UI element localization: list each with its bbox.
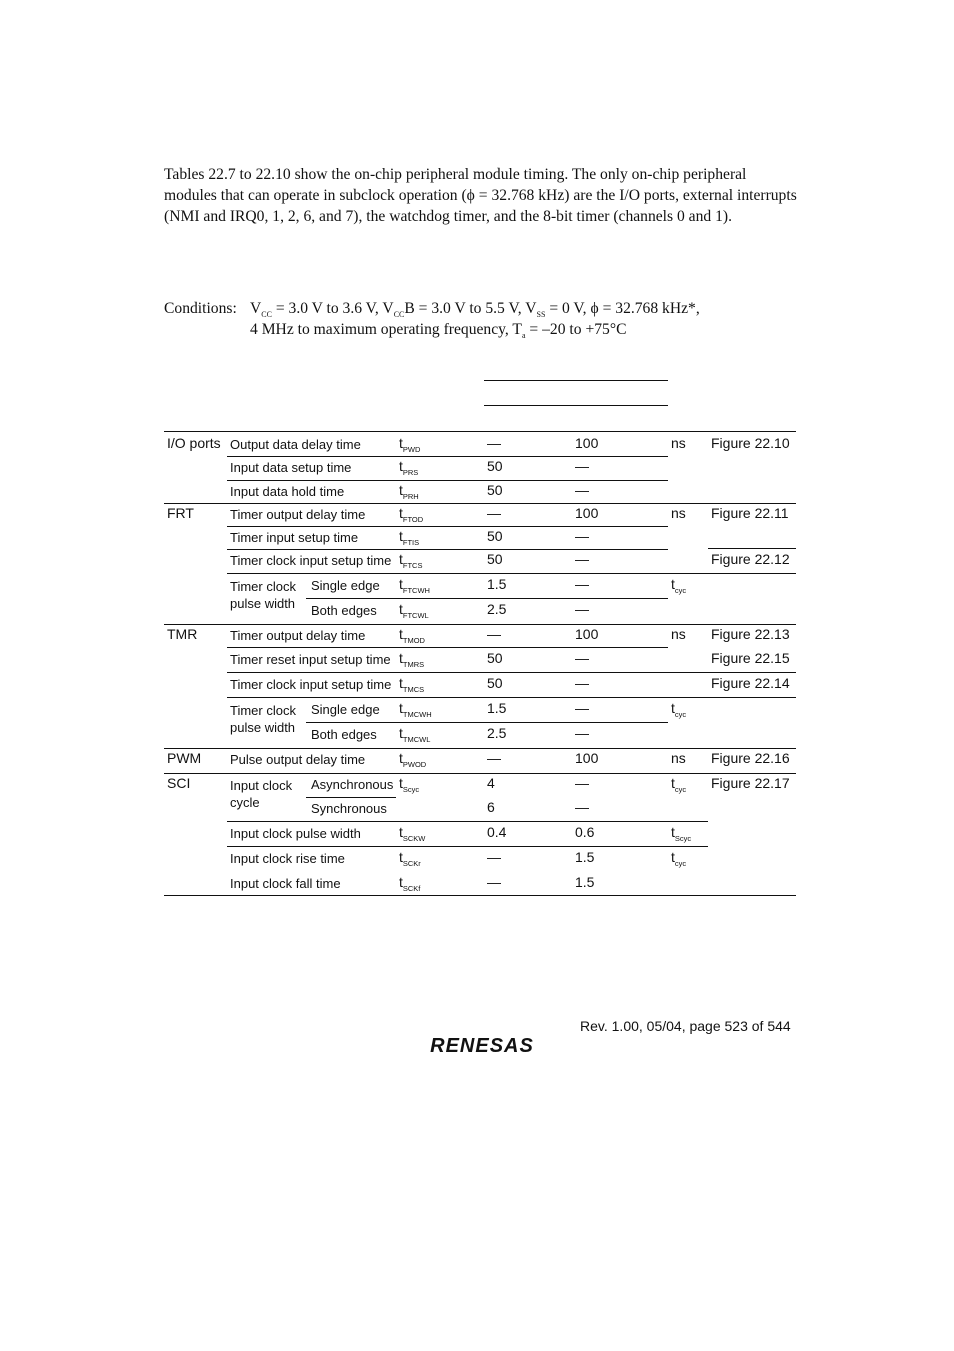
row-rule: [227, 846, 708, 847]
min-value: 2.5: [487, 725, 507, 741]
max-value: —: [575, 551, 589, 567]
max-value: 100: [575, 505, 599, 521]
symbol: $t_{SCKf}$: [399, 874, 421, 893]
header-rule: [484, 405, 668, 406]
symbol: $t_{FTIS}$: [399, 528, 420, 547]
min-value: —: [487, 874, 501, 890]
group-label: TMR: [167, 626, 198, 642]
conditions-line-2: 4 MHz to maximum operating frequency, $T_a = -20$ to +75°C: [250, 321, 627, 340]
item-label: Input data hold time: [230, 484, 345, 499]
row-rule: [306, 797, 396, 798]
group-rule: [164, 773, 796, 774]
symbol: $t_{TMOD}$: [399, 626, 425, 645]
max-value: —: [575, 601, 589, 617]
header-rule: [484, 380, 668, 381]
conditions-label: Conditions:: [164, 300, 237, 317]
min-value: 50: [487, 482, 503, 498]
group-rule: [164, 503, 796, 504]
renesas-logo: [422, 1034, 542, 1056]
table-top-rule: [164, 431, 796, 432]
unit-symbol: $t_{cyc}$: [671, 700, 687, 719]
min-value: 1.5: [487, 576, 507, 592]
unit-symbol: $t_{Scyc}$: [671, 824, 692, 843]
symbol: $t_{SCKr}$: [399, 849, 421, 868]
item-label: Timer output delay time: [230, 628, 366, 643]
symbol: $t_{PRH}$: [399, 482, 419, 501]
item-label: Timer reset input setup time: [230, 652, 391, 667]
min-value: —: [487, 750, 501, 766]
min-value: 50: [487, 551, 503, 567]
max-value: —: [575, 675, 589, 691]
figure-ref: Figure 22.16: [711, 750, 790, 766]
min-value: —: [487, 626, 501, 642]
min-value: —: [487, 435, 501, 451]
item-label: Timer output delay time: [230, 507, 366, 522]
conditions-line-1: $V_{CC} = 3.0$ V to 3.6 V, $V_{CC}B = 3.0$ V to 5.5 V, $V_{SS} = 0$ V, ϕ = 32.768 kHz*,: [250, 300, 700, 319]
group-rule: [164, 748, 796, 749]
min-value: 4: [487, 775, 495, 791]
max-value: —: [575, 482, 589, 498]
page-footer: Rev. 1.00, 05/04, page 523 of 544: [580, 1018, 791, 1034]
symbol: $t_{TMCWH}$: [399, 700, 432, 719]
figure-ref: Figure 22.17: [711, 775, 790, 791]
min-value: 50: [487, 458, 503, 474]
symbol: $t_{TMRS}$: [399, 650, 425, 669]
max-value: 100: [575, 626, 599, 642]
row-rule: [227, 480, 668, 481]
group-label: PWM: [167, 750, 202, 766]
max-value: —: [575, 576, 589, 592]
item-label: Timer clock input setup time: [230, 677, 392, 692]
figure-ref: Figure 22.12: [711, 551, 790, 567]
item-label: Timer clock input setup time: [230, 553, 392, 568]
row-rule: [227, 647, 668, 648]
row-rule: [306, 598, 668, 599]
symbol: $t_{TMCS}$: [399, 675, 425, 694]
item-label: Input clock pulse width: [230, 826, 361, 841]
condition-label: Synchronous: [311, 801, 387, 816]
max-value: —: [575, 799, 589, 815]
max-value: 100: [575, 750, 599, 766]
figure-ref: Figure 22.14: [711, 675, 790, 691]
symbol: $t_{PWD}$: [399, 435, 421, 454]
unit-symbol: $t_{cyc}$: [671, 576, 687, 595]
row-rule: [227, 549, 668, 550]
row-rule: [306, 722, 668, 723]
item-label: Output data delay time: [230, 437, 361, 452]
svg-text:RENESAS: RENESAS: [430, 1035, 534, 1056]
symbol: $t_{TMCWL}$: [399, 725, 431, 744]
min-value: 50: [487, 675, 503, 691]
min-value: —: [487, 849, 501, 865]
condition-label: Single edge: [311, 578, 380, 593]
min-value: 6: [487, 799, 495, 815]
symbol: $t_{Scyc}$: [399, 775, 420, 794]
group-label: SCI: [167, 775, 191, 791]
row-rule: [227, 821, 708, 822]
unit-symbol: $t_{cyc}$: [671, 849, 687, 868]
row-rule: [708, 548, 796, 549]
min-value: —: [487, 505, 501, 521]
intro-paragraph: Tables 22.7 to 22.10 show the on-chip peripheral module timing. The only on-chip peripheral modules that can operate in subclock operation (ϕ = 32.768 kHz) are the I/O ports, external interrupts (NMI and IRQ0, 1, 2, 6, and 7), the watchdog timer, and the 8-bit timer (channels 0 and 1).: [164, 166, 797, 225]
max-value: —: [575, 650, 589, 666]
max-value: —: [575, 775, 589, 791]
item-label: Input clock cycle: [230, 778, 293, 810]
symbol: $t_{PRS}$: [399, 458, 419, 477]
row-rule: [227, 573, 796, 574]
max-value: —: [575, 700, 589, 716]
symbol: $t_{FTCS}$: [399, 551, 423, 570]
group-label: FRT: [167, 505, 194, 521]
min-value: 50: [487, 650, 503, 666]
symbol: $t_{PWOD}$: [399, 750, 427, 769]
max-value: 1.5: [575, 849, 595, 865]
min-value: 0.4: [487, 824, 507, 840]
item-label: Input clock fall time: [230, 876, 341, 891]
group-rule: [164, 624, 796, 625]
min-value: 50: [487, 528, 503, 544]
figure-ref: Figure 22.10: [711, 435, 790, 451]
min-value: 1.5: [487, 700, 507, 716]
symbol: $t_{FTCWH}$: [399, 576, 430, 595]
condition-label: Both edges: [311, 603, 377, 618]
item-label: Input clock rise time: [230, 851, 345, 866]
symbol: $t_{FTCWL}$: [399, 601, 429, 620]
item-label: Timer clock pulse width: [230, 703, 296, 735]
row-rule: [227, 456, 668, 457]
table-bottom-rule: [164, 895, 796, 896]
row-rule: [227, 697, 796, 698]
unit: ns: [671, 505, 686, 521]
unit-symbol: $t_{cyc}$: [671, 775, 687, 794]
max-value: —: [575, 725, 589, 741]
item-label: Timer input setup time: [230, 530, 359, 545]
figure-ref: Figure 22.15: [711, 650, 790, 666]
row-rule: [708, 672, 796, 673]
row-rule: [227, 526, 668, 527]
max-value: 0.6: [575, 824, 595, 840]
item-label: Input data setup time: [230, 460, 352, 475]
max-value: 1.5: [575, 874, 595, 890]
condition-label: Both edges: [311, 727, 377, 742]
figure-ref: Figure 22.11: [711, 505, 789, 521]
group-label: I/O ports: [167, 435, 221, 451]
condition-label: Asynchronous: [311, 777, 394, 792]
item-label: Timer clock pulse width: [230, 579, 296, 611]
unit: ns: [671, 626, 686, 642]
symbol: $t_{SCKW}$: [399, 824, 426, 843]
max-value: —: [575, 458, 589, 474]
max-value: —: [575, 528, 589, 544]
symbol: $t_{FTOD}$: [399, 505, 424, 524]
max-value: 100: [575, 435, 599, 451]
figure-ref: Figure 22.13: [711, 626, 790, 642]
unit: ns: [671, 750, 686, 766]
min-value: 2.5: [487, 601, 507, 617]
condition-label: Single edge: [311, 702, 380, 717]
item-label: Pulse output delay time: [230, 752, 366, 767]
unit: ns: [671, 435, 686, 451]
